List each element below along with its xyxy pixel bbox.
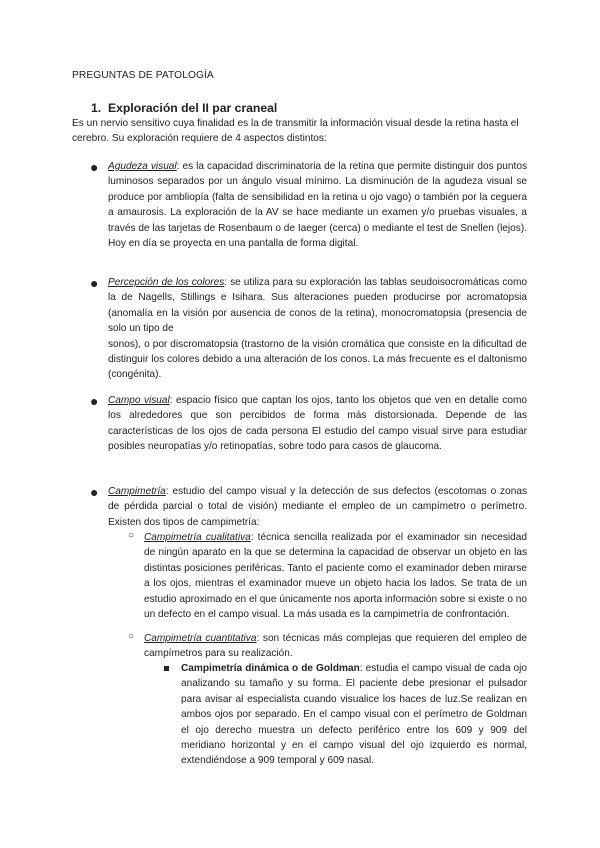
bullet-dot-icon: ● bbox=[90, 484, 99, 500]
item-text: : se utiliza para su exploración las tablas seudoisocromáticas como la de Nagells, Stillings e Isihara. Sus alteraciones pueden producirse por acromatopsia (anomalía en la visión por ausencia de conos de la retina), monocromatopsia (presencia de solo un tipo de bbox=[108, 277, 527, 335]
subitem-text: : técnica sencilla realizada por el examinador sin necesidad de ningún aparato en la que se determina la capacidad de observar un objeto en las distintas posiciones periféricas. Tanto el paciente como el examinador deben mirarse a los ojos, mientras el examinador mueve un objeto hacia los lados. Se trata de un estudio aproximado en el que únicamente nos aporta información sobre si existe o no un defecto en el campo visual. La más usada es la campimetría de confrontación. bbox=[144, 532, 527, 621]
term-agudeza-visual: Agudeza visual bbox=[108, 161, 177, 172]
intro-paragraph: Es un nervio sensitivo cuya finalidad es la de transmitir la información visual desde la retina hasta el cerebro. Su exploración requiere de 4 aspectos distintos: bbox=[72, 118, 519, 145]
term-percepcion-colores: Percepción de los colores bbox=[108, 277, 225, 288]
bullet-dot-icon: ● bbox=[90, 275, 99, 291]
subitem-cuantitativa bbox=[144, 631, 527, 662]
item-text: : espacio físico que captan los ojos, tanto los objetos que ven en detalle como los alrededores que son percibidos de forma más distorsionada. Depende de las características de los ojos de cada persona El estudio del campo visual sirve para estudiar posibles neuropatías y/o retinopatías, sobre todo para casos de glaucoma. bbox=[108, 395, 527, 453]
subsubitem-text: : estudia el campo visual de cada ojo analizando su tamaño y su forma. El paciente debe presionar el pulsador para avisar al especialista cuando visualice los haces de luz.Se realizan en ambos ojos por separado. En el campo visual con el perímetro de Goldman el ojo derecho muestra un defecto periférico entre los 609 y 909 del meridiano horizontal y en el campo visual del ojo izquierdo es normal, extendiéndose a 909 temporal y 609 nasal. bbox=[181, 663, 527, 767]
term-campimetria-cualitativa: Campimetría cualitativa bbox=[144, 532, 251, 543]
section-title: Exploración del II par craneal bbox=[107, 101, 278, 115]
bullet-square-icon bbox=[164, 666, 169, 671]
subitem-cualitativa bbox=[144, 530, 527, 622]
subitem-text: : son técnicas más complejas que requieren del empleo de campímetros para su realización. bbox=[144, 633, 527, 660]
subsubitem-goldman bbox=[181, 661, 527, 769]
bullet-circle-icon: ○ bbox=[128, 631, 135, 642]
list-item-percepcion bbox=[108, 275, 527, 383]
list-item-agudeza bbox=[108, 159, 527, 251]
term-campo-visual: Campo visual bbox=[108, 395, 170, 406]
item-text: : es la capacidad discriminatoria de la retina que permite distinguir dos puntos luminosos separados por un ángulo visual mínimo. La disminución de la agudeza visual se produce por ambliopía (falta de sensibilidad en la retina u ojo vago) o también por la ceguera a amaurosis. La exploración de la AV se hace mediante un examen y/o pruebas visuales, a través de las tarjetas de Rosenbaum o de Iaeger (cerca) o mediante el test de Snellen (lejos). Hoy en día se proyecta en una pantalla de forma digital. bbox=[108, 161, 527, 250]
term-goldman: Campimetría dinámica o de Goldman bbox=[181, 663, 360, 674]
bullet-dot-icon: ● bbox=[90, 159, 99, 175]
section-heading bbox=[91, 101, 277, 115]
item-text-continued: sonos), o por discromatopsia (trastorno de la visión cromática que consiste en la dificultad de distinguir los colores debido a una alteración de los conos. La más frecuente es el daltonismo (congénita). bbox=[108, 338, 527, 381]
term-campimetria: Campimetría bbox=[108, 486, 166, 497]
bullet-dot-icon: ● bbox=[90, 393, 99, 409]
list-item-campo-visual bbox=[108, 393, 527, 455]
list-item-campimetria bbox=[108, 484, 527, 530]
item-text: : estudio del campo visual y la detección de sus defectos (escotomas o zonas de pérdida parcial o total de visión) mediante el empleo de un campímetro o perímetro. Existen dos tipos de campimetría: bbox=[108, 486, 527, 528]
document-header: PREGUNTAS DE PATOLOGÍA bbox=[72, 70, 214, 81]
section-number: 1. bbox=[91, 101, 102, 115]
bullet-circle-icon: ○ bbox=[128, 530, 135, 541]
term-campimetria-cuantitativa: Campimetría cuantitativa bbox=[144, 633, 257, 644]
